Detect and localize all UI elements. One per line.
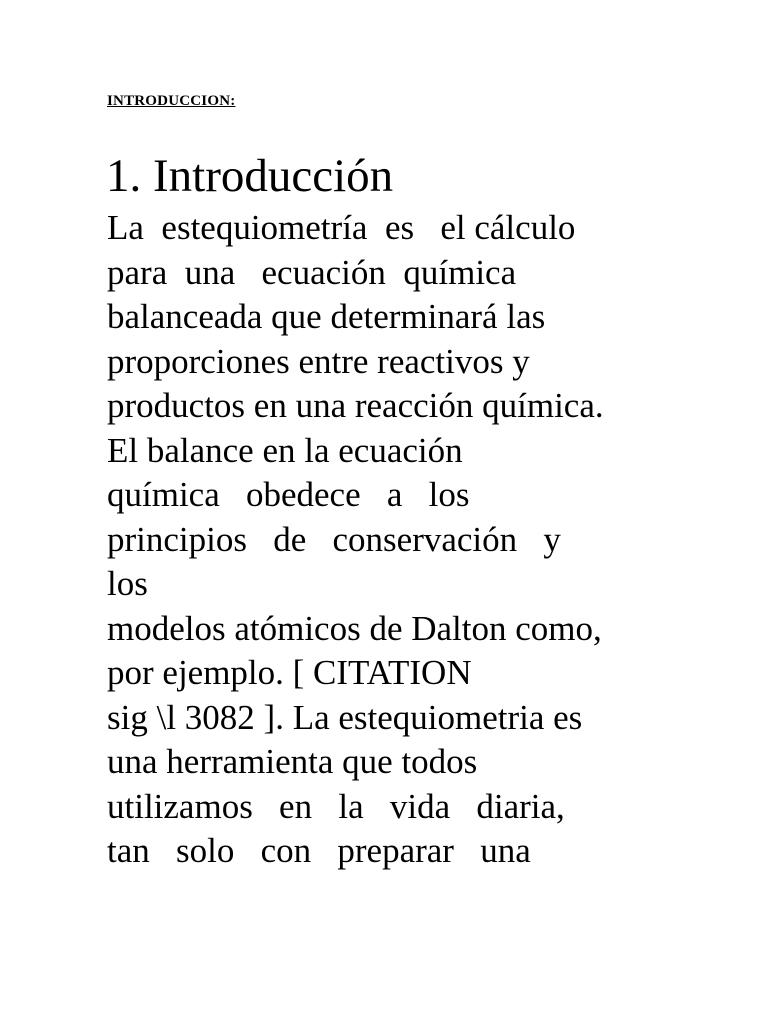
section-heading: 1. Introducción (106, 150, 394, 202)
text-line: balanceada que determinará las (107, 297, 546, 336)
text-line: sig \l 3082 ]. La estequiometria es (107, 697, 583, 737)
text-line: por ejemplo. [ CITATION (107, 653, 472, 692)
text-line: para una ecuación química (107, 252, 517, 292)
text-line: La estequiometría es el cálculo (107, 208, 576, 247)
section-label: INTRODUCCION: (107, 93, 236, 109)
text-line: tan solo con preparar una (107, 831, 531, 870)
text-line: una herramienta que todos (107, 742, 478, 781)
text-line: productos en una reacción química. (107, 386, 604, 425)
text-line: El balance en la ecuación (107, 430, 463, 470)
body-paragraph (107, 206, 667, 874)
text-line: los (107, 564, 148, 603)
text-line: principios de conservación y (107, 519, 561, 559)
text-line: modelos atómicos de Dalton como, (107, 608, 602, 648)
text-line: proporciones entre reactivos y (107, 341, 530, 381)
text-line: utilizamos en la vida diaria, (107, 786, 565, 826)
text-line: química obedece a los (107, 475, 470, 514)
